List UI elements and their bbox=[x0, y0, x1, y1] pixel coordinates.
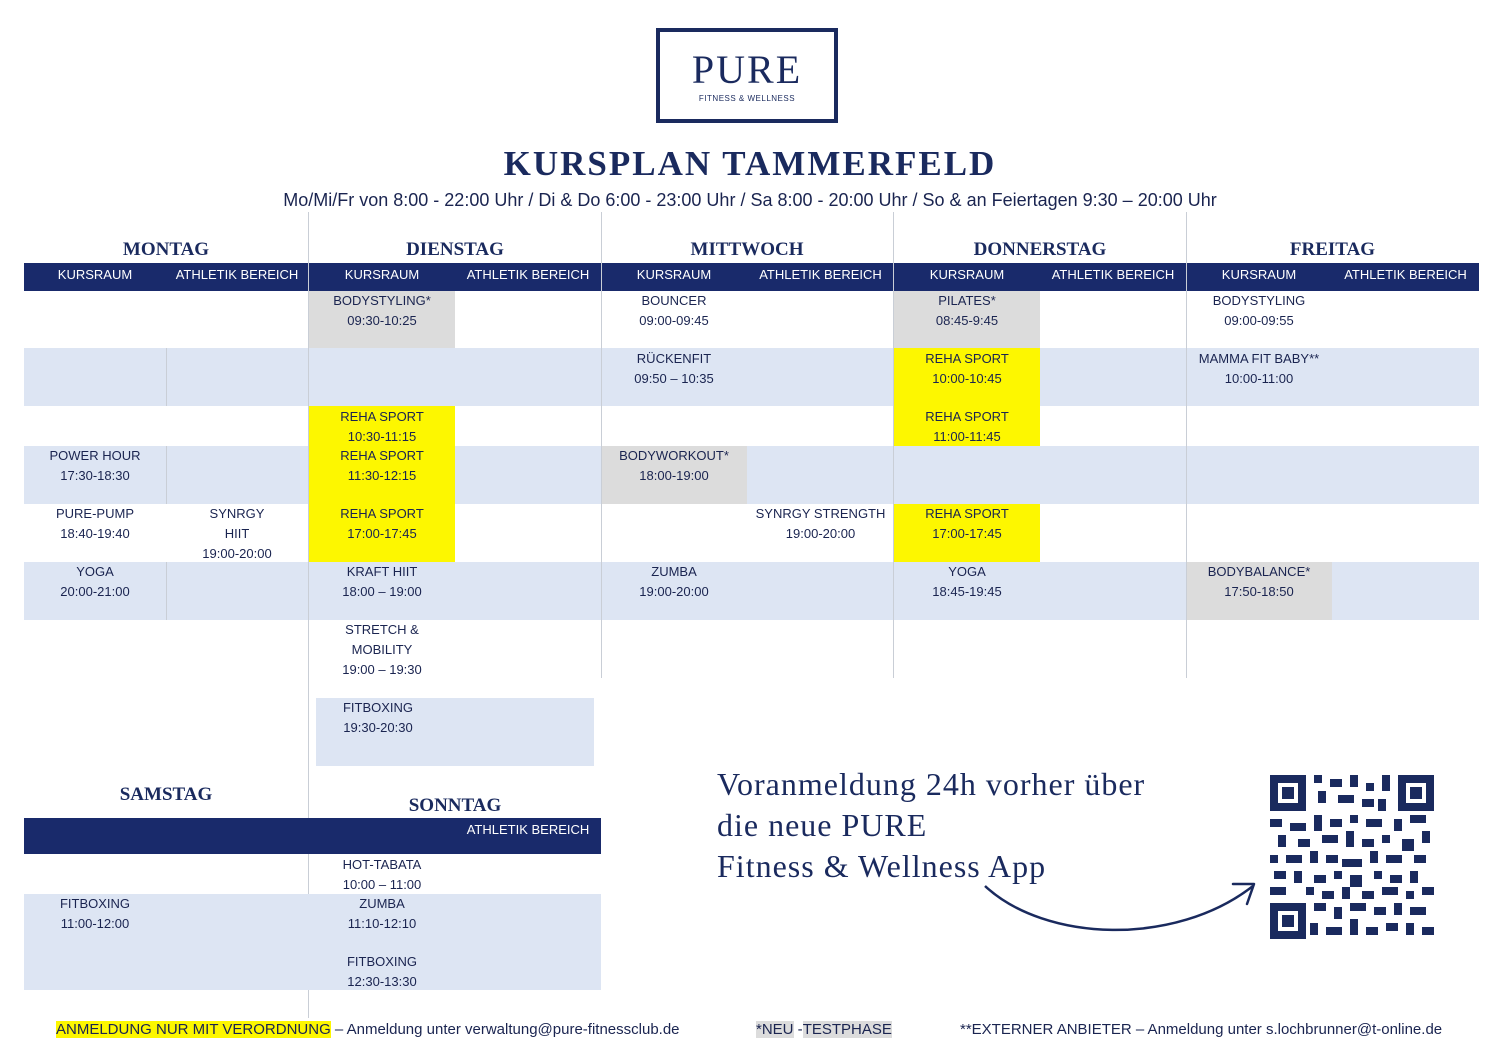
column-divider bbox=[166, 348, 167, 406]
arrow-icon bbox=[975, 872, 1265, 942]
class-tue-reha-sport: REHA SPORT 17:00-17:45 bbox=[340, 506, 424, 541]
column-divider bbox=[166, 562, 167, 620]
day-heading-friday: FREITAG bbox=[1289, 239, 1376, 260]
class-sun-fitboxing: FITBOXING 12:30-13:30 bbox=[346, 954, 418, 989]
header-athletik: ATHLETIK BEREICH bbox=[466, 267, 590, 282]
day-heading-saturday: SAMSTAG bbox=[119, 784, 213, 805]
qr-code-icon[interactable] bbox=[1270, 775, 1434, 939]
class-wed-zumba: ZUMBA 19:00-20:00 bbox=[639, 564, 709, 599]
header-kursraum: KURSRAUM bbox=[929, 267, 1005, 282]
column-divider bbox=[1186, 212, 1187, 678]
class-sun-hot-tabata: HOT-TABATA 10:00 – 11:00 bbox=[342, 857, 422, 892]
opening-hours: Mo/Mi/Fr von 8:00 - 22:00 Uhr / Di & Do 6:00 - 23:00 Uhr / Sa 8:00 - 20:00 Uhr / So & an Feiertagen 9:30 – 20:00 Uhr bbox=[283, 190, 1217, 210]
class-thu-reha-sport: REHA SPORT 17:00-17:45 bbox=[925, 506, 1009, 541]
header-kursraum: KURSRAUM bbox=[344, 267, 420, 282]
class-wed-bouncer: BOUNCER 09:00-09:45 bbox=[639, 293, 709, 328]
header-athletik: ATHLETIK BEREICH bbox=[175, 267, 299, 282]
logo-sub-text: FITNESS & WELLNESS bbox=[698, 94, 796, 103]
class-tue-fitboxing: FITBOXING 19:30-20:30 bbox=[342, 700, 414, 735]
header-athletik: ATHLETIK BEREICH bbox=[759, 267, 882, 282]
class-thu-pilates: PILATES* 08:45-9:45 bbox=[935, 293, 999, 328]
reha-highlight: ANMELDUNG NUR MIT VERORDNUNG bbox=[56, 1021, 331, 1038]
class-sat-fitboxing: FITBOXING 11:00-12:00 bbox=[59, 896, 131, 931]
class-thu-yoga: YOGA 18:45-19:45 bbox=[932, 564, 1002, 599]
day-heading-wednesday: MITTWOCH bbox=[690, 239, 804, 260]
class-tue-stretch-mobility: STRETCH & MOBILITY 19:00 – 19:30 bbox=[342, 622, 422, 677]
footer-reha-note bbox=[56, 1020, 680, 1040]
day-heading-thursday: DONNERSTAG bbox=[973, 239, 1107, 260]
class-tue-bodystyling: BODYSTYLING* 09:30-10:25 bbox=[333, 293, 431, 328]
column-divider bbox=[166, 446, 167, 504]
header-kursraum: KURSRAUM bbox=[57, 267, 133, 282]
footer-new-note: *NEU -TESTPHASE bbox=[756, 1021, 892, 1038]
testphase-highlight: TESTPHASE bbox=[802, 1021, 892, 1038]
header-athletik: ATHLETIK BEREICH bbox=[1051, 267, 1175, 282]
class-wed-rueckenfit: RÜCKENFIT 09:50 – 10:35 bbox=[634, 351, 714, 386]
header-athletik: ATHLETIK BEREICH bbox=[1344, 267, 1467, 282]
class-fri-bodybalance: BODYBALANCE* 17:50-18:50 bbox=[1207, 564, 1311, 599]
class-tue-reha-sport: REHA SPORT 10:30-11:15 bbox=[340, 409, 424, 444]
class-tue-reha-sport: REHA SPORT 11:30-12:15 bbox=[340, 448, 424, 483]
row-band bbox=[24, 446, 1479, 504]
class-mon-synrgy-hiit: SYNRGY HIIT 19:00-20:00 bbox=[202, 506, 272, 561]
header-kursraum: KURSRAUM bbox=[636, 267, 712, 282]
class-sun-zumba: ZUMBA 11:10-12:10 bbox=[347, 896, 417, 931]
class-wed-synrgy-strength: SYNRGY STRENGTH 19:00-20:00 bbox=[755, 506, 886, 541]
class-fri-bodystyling: BODYSTYLING 09:00-09:55 bbox=[1212, 293, 1306, 328]
page-title: KURSPLAN TAMMERFELD bbox=[503, 144, 997, 183]
class-mon-power-hour: POWER HOUR 17:30-18:30 bbox=[49, 448, 141, 483]
logo-main-text: PURE bbox=[691, 47, 803, 92]
class-thu-reha-sport: REHA SPORT 10:00-10:45 bbox=[925, 351, 1009, 386]
footer-external-note: **EXTERNER ANBIETER – Anmeldung unter s.lochbrunner@t-online.de bbox=[960, 1021, 1443, 1038]
header-kursraum: KURSRAUM bbox=[1221, 267, 1297, 282]
class-wed-bodyworkout: BODYWORKOUT* 18:00-19:00 bbox=[619, 448, 729, 483]
header-athletik: ATHLETIK BEREICH bbox=[466, 822, 590, 837]
class-tue-kraft-hiit: KRAFT HIIT 18:00 – 19:00 bbox=[342, 564, 422, 599]
reha-registration: – Anmeldung unter verwaltung@pure-fitnessclub.de bbox=[330, 1021, 680, 1038]
day-heading-sunday: SONNTAG bbox=[408, 795, 502, 816]
class-thu-reha-sport: REHA SPORT 11:00-11:45 bbox=[925, 409, 1009, 444]
column-divider bbox=[601, 212, 602, 678]
neu-highlight: *NEU bbox=[756, 1021, 794, 1038]
class-mon-yoga: YOGA 20:00-21:00 bbox=[60, 564, 130, 599]
day-heading-monday: MONTAG bbox=[122, 239, 210, 260]
class-mon-pure-pump: PURE-PUMP 18:40-19:40 bbox=[55, 506, 134, 541]
app-promo-text: Voranmeldung 24h vorher über die neue PURE Fitness & Wellness App bbox=[717, 766, 1146, 884]
pure-logo bbox=[656, 28, 838, 123]
class-fri-mamma-fit-baby: MAMMA FIT BABY** 10:00-11:00 bbox=[1198, 351, 1320, 386]
day-heading-tuesday: DIENSTAG bbox=[406, 239, 504, 260]
